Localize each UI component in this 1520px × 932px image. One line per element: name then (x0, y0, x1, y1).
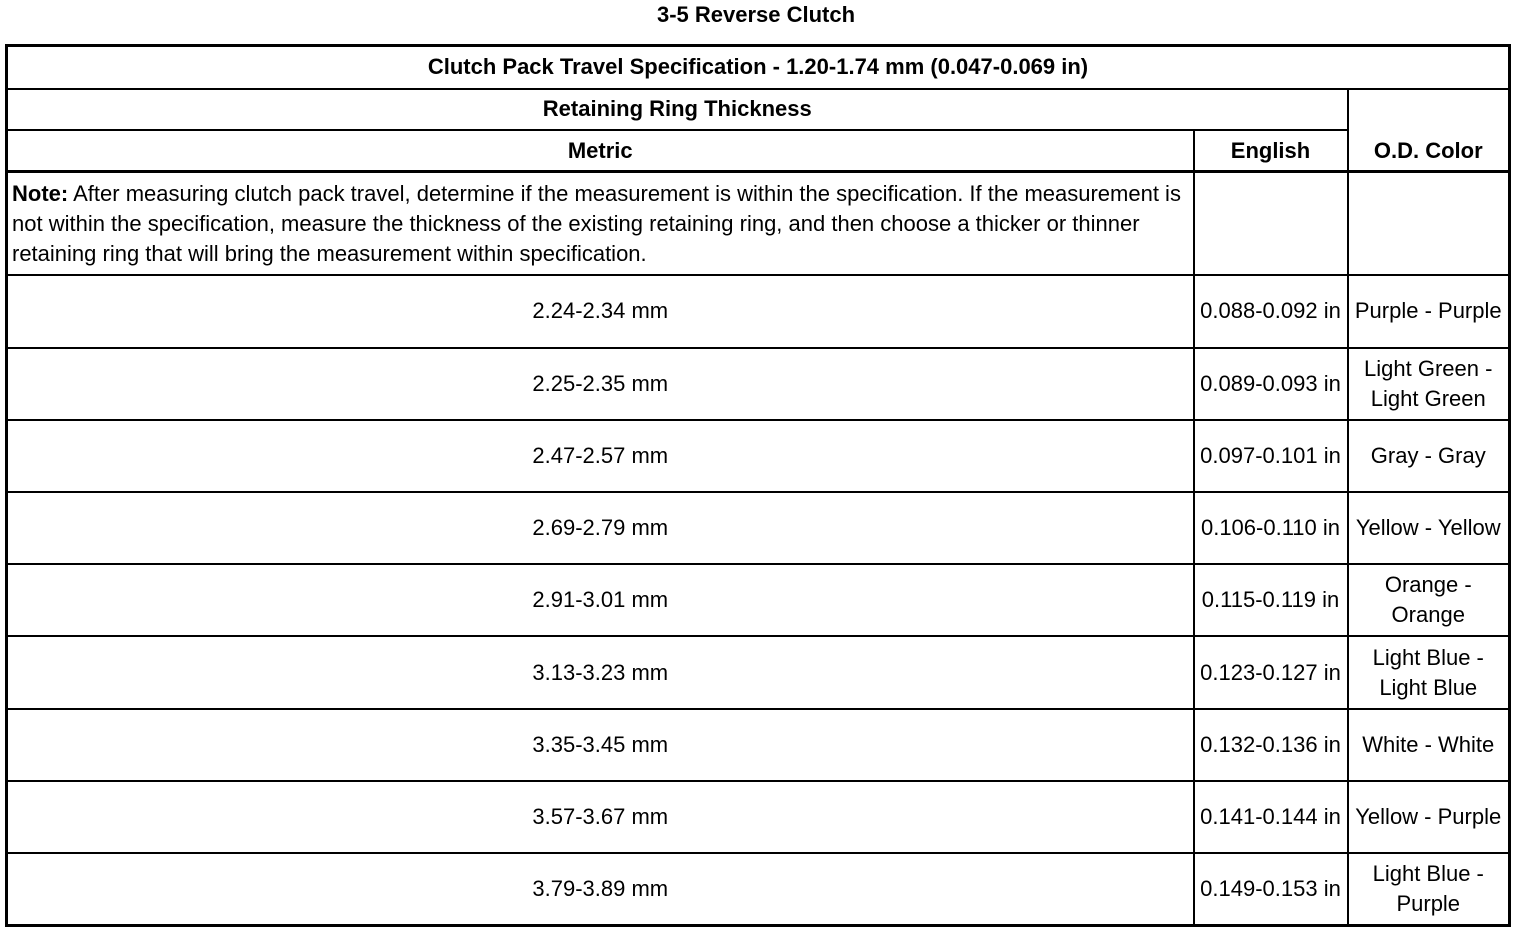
od-color-cell: Yellow - Yellow (1348, 492, 1510, 564)
table-row (7, 420, 1510, 492)
metric-cell: 2.69-2.79 mm (7, 492, 1194, 564)
note-row (7, 172, 1510, 275)
table-row (7, 709, 1510, 781)
note-empty-english (1194, 172, 1348, 275)
group-header: Retaining Ring Thickness (7, 89, 1348, 130)
od-color-cell: Purple - Purple (1348, 275, 1510, 347)
english-cell: 0.141-0.144 in (1194, 781, 1348, 853)
note-label: Note: (12, 181, 69, 207)
table-row (7, 636, 1510, 708)
metric-cell: 3.79-3.89 mm (7, 853, 1194, 925)
english-cell: 0.132-0.136 in (1194, 709, 1348, 781)
metric-cell: 2.47-2.57 mm (7, 420, 1194, 492)
note-text: After measuring clutch pack travel, determine if the measurement is within the specification. If the measurement is not within the specification, measure the thickness of the existing retaining ring, and then choose a thicker or thinner retaining ring that will bring the measurement within specification. (12, 181, 1181, 267)
table-row (7, 492, 1510, 564)
table-row (7, 564, 1510, 636)
table-row (7, 853, 1510, 925)
od-color-cell: White - White (1348, 709, 1510, 781)
od-color-cell: Light Blue - Light Blue (1348, 636, 1510, 708)
table-row (7, 781, 1510, 853)
metric-cell: 3.57-3.67 mm (7, 781, 1194, 853)
spec-header: Clutch Pack Travel Specification - 1.20-1.74 mm (0.047-0.069 in) (7, 46, 1510, 89)
od-color-cell: Yellow - Purple (1348, 781, 1510, 853)
metric-cell: 3.13-3.23 mm (7, 636, 1194, 708)
english-cell: 0.106-0.110 in (1194, 492, 1348, 564)
spec-header-row (7, 46, 1510, 89)
table-row (7, 275, 1510, 347)
english-cell: 0.123-0.127 in (1194, 636, 1348, 708)
od-color-cell: Light Blue - Purple (1348, 853, 1510, 925)
column-header-row (7, 130, 1510, 172)
metric-cell: 2.91-3.01 mm (7, 564, 1194, 636)
data-rows (7, 275, 1510, 925)
page-title: 3-5 Reverse Clutch (656, 2, 856, 27)
english-cell: 0.088-0.092 in (1194, 275, 1348, 347)
col-header-english: English (1194, 130, 1348, 172)
metric-cell: 3.35-3.45 mm (7, 709, 1194, 781)
english-cell: 0.089-0.093 in (1194, 348, 1348, 420)
od-color-cell: Gray - Gray (1348, 420, 1510, 492)
note-empty-color (1348, 172, 1510, 275)
metric-cell: 2.24-2.34 mm (7, 275, 1194, 347)
table-row (7, 348, 1510, 420)
col-header-color: O.D. Color (1348, 89, 1510, 172)
col-header-metric: Metric (7, 130, 1194, 172)
english-cell: 0.149-0.153 in (1194, 853, 1348, 925)
group-header-row (7, 89, 1510, 130)
note-cell (7, 172, 1194, 275)
english-cell: 0.115-0.119 in (1194, 564, 1348, 636)
english-cell: 0.097-0.101 in (1194, 420, 1348, 492)
od-color-cell: Orange - Orange (1348, 564, 1510, 636)
od-color-cell: Light Green - Light Green (1348, 348, 1510, 420)
retaining-ring-table (5, 44, 1511, 927)
metric-cell: 2.25-2.35 mm (7, 348, 1194, 420)
